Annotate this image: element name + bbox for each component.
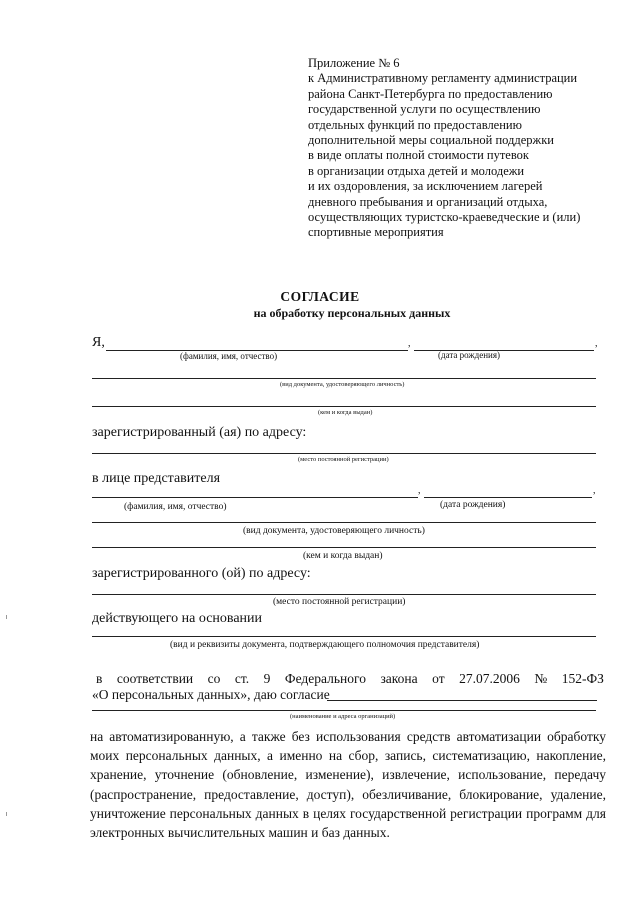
body-line: электронных вычислительных машин и баз данных. [90,825,390,841]
caption-residence-2: (место постоянной регистрации) [273,597,406,607]
caption-residence-1: (место постоянной регистрации) [298,456,389,463]
law-word: от [432,671,445,686]
caption-issued-2: (кем и когда выдан) [303,551,383,561]
scan-mark [6,812,7,816]
org-field[interactable] [92,710,596,711]
law-word: закона [380,671,418,686]
doc-field-2[interactable] [92,522,596,523]
fio-field-2[interactable] [92,497,418,498]
annex-line: спортивные мероприятия [308,225,444,240]
law-word: № [534,671,548,686]
caption-dob-2: (дата рождения) [440,500,506,510]
registered-label-2: зарегистрированного (ой) по адресу: [92,566,311,581]
annex-line: в организации отдыха детей и молодежи [308,163,525,178]
annex-line: дополнительной меры социальной поддержки [308,133,554,148]
annex-line: Приложение № 6 [308,56,400,70]
law-reference [96,671,604,687]
caption-dob-1: (дата рождения) [438,350,500,360]
law-word: Федерального [284,671,366,686]
annex-line: осуществляющих туристско-краеведческие и (или) [308,210,581,225]
caption-issued-1: (кем и когда выдан) [318,409,373,416]
annex-line: к Административному регламенту администрации [308,71,578,86]
document-title: СОГЛАСИЕ [280,289,360,304]
residence-field-1[interactable] [92,453,596,454]
annex-line: района Санкт-Петербурга по предоставлению [308,86,553,101]
law-word: соответствии [116,671,194,686]
annex-header [308,56,608,241]
law-word: в [96,671,103,686]
dob-field-2[interactable] [424,497,592,498]
caption-basis: (вид и реквизиты документа, подтверждающего полномочия представителя) [170,640,480,650]
annex-line: в виде оплаты полной стоимости путевок [308,148,529,163]
caption-fio-1: (фамилия, имя, отчество) [180,351,278,361]
caption-doc-1: (вид документа, удостоверяющего личность) [280,381,405,388]
caption-fio-2: (фамилия, имя, отчество) [124,502,227,512]
comma: , [418,485,421,496]
law-consent-text: «О персональных данных», даю согласие [92,687,330,702]
issued-field-2[interactable] [92,547,596,548]
caption-org: (наименование и адреса организаций) [290,713,396,720]
consent-body [90,727,606,842]
comma: , [593,485,596,496]
i-label: Я, [92,335,105,350]
comma: , [408,338,411,349]
comma: , [595,338,598,349]
annex-line: дневного пребывания и организаций отдыха, [308,194,548,209]
body-line: на автоматизированную, а также без использования средств автоматизации обработку [90,729,606,744]
body-line: хранение, уточнение (обновление, изменение), извлечение, использование, передачу [90,767,606,783]
annex-line: государственной услуги по осуществлению [308,102,541,117]
scan-mark [6,615,7,619]
body-line: (распространение, предоставление, доступ), обезличивание, блокирование, удаление, [90,786,606,802]
annex-line: отдельных функций по предоставлению [308,117,522,132]
doc-field-1[interactable] [92,378,596,379]
law-word: со [207,671,221,686]
body-line: уничтожение персональных данных в целях государственной регистрации программ для [90,805,606,821]
org-field-inline[interactable] [327,700,597,701]
law-word: 9 [263,671,271,686]
representative-label: в лице представителя [92,471,221,486]
law-word: ст. [234,671,250,686]
issued-field-1[interactable] [92,406,596,407]
basis-label: действующего на основании [92,611,263,626]
caption-doc-2: (вид документа, удостоверяющего личность) [243,526,425,536]
body-line: моих персональных данных, а именно на сбор, запись, систематизацию, накопление, [90,748,606,764]
basis-field[interactable] [92,636,596,637]
residence-field-2[interactable] [92,594,596,595]
registered-label-1: зарегистрированный (ая) по адресу: [92,425,307,440]
annex-line: и их оздоровления, за исключением лагерей [308,179,543,194]
law-word: 27.07.2006 [459,671,520,686]
document-subtitle: на обработку персональных данных [253,306,451,320]
law-word: 152-ФЗ [561,671,604,686]
